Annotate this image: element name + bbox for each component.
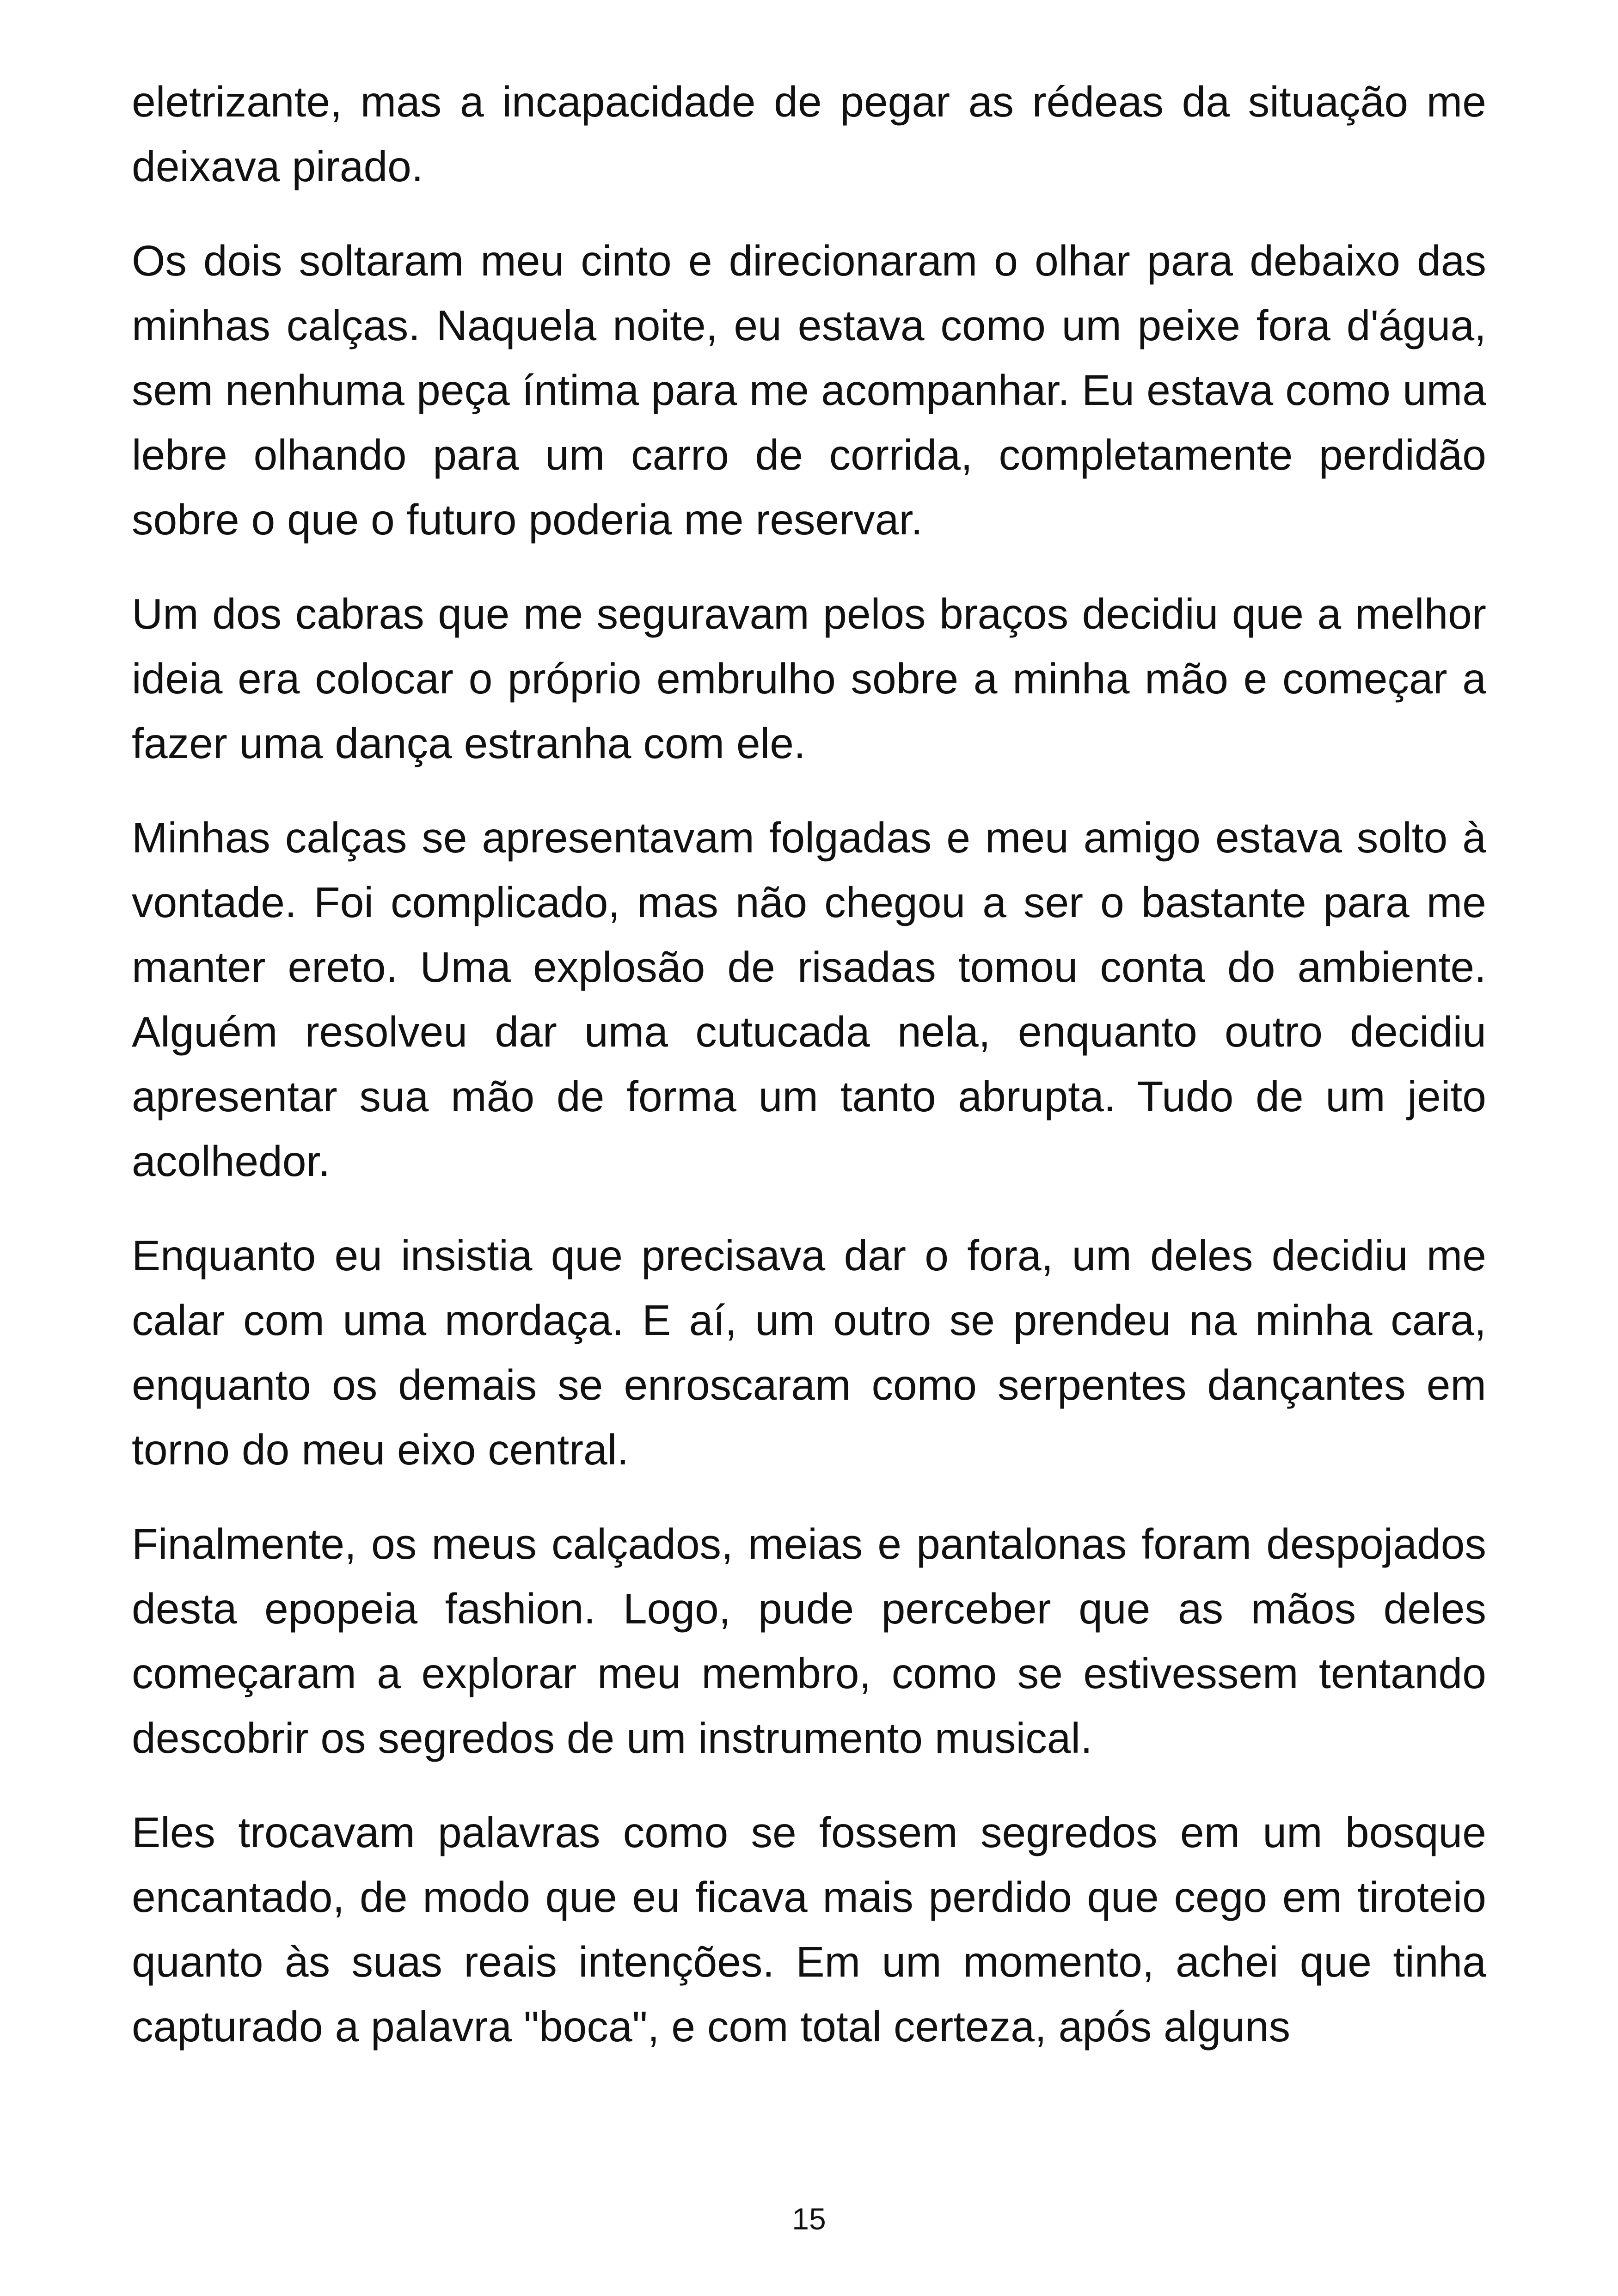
- paragraph-5: Enquanto eu insistia que precisava dar o fora, um deles decidiu me calar com uma mordaça. E aí, um outro se prendeu na minha cara, enquanto os demais se enroscaram como serpentes dançantes em torno do meu eixo central.: [132, 1231, 1486, 1474]
- paragraph-7: Eles trocavam palavras como se fossem segredos em um bosque encantado, de modo que eu ficava mais perdido que cego em tiroteio quanto às suas reais intenções. Em um momento, achei que tinha capturado a palavra "boca", e com total certeza, após alguns: [132, 1808, 1486, 2051]
- paragraph-6: Finalmente, os meus calçados, meias e pantalonas foram despojados desta epopeia fashion. Logo, pude perceber que as mãos deles começaram a explorar meu membro, como se estivessem tentando descobrir os segredos de um instrumento musical.: [132, 1520, 1486, 1762]
- paragraph-1: eletrizante, mas a incapacidade de pegar as rédeas da situação me deixava pirado.: [132, 78, 1486, 190]
- paragraph-4: Minhas calças se apresentavam folgadas e meu amigo estava solto à vontade. Foi complicado, mas não chegou a ser o bastante para me manter ereto. Uma explosão de risadas tomou conta do ambiente. Alguém resolveu dar uma cutucada nela, enquanto outro decidiu apresentar sua mão de forma um tanto abrupta. Tudo de um jeito acolhedor.: [132, 814, 1486, 1185]
- paragraph-2: Os dois soltaram meu cinto e direcionaram o olhar para debaixo das minhas calças. Naquela noite, eu estava como um peixe fora d'água, sem nenhuma peça íntima para me acompanhar. Eu estava como uma lebre olhando para um carro de corrida, completamente perdidão sobre o que o futuro poderia me reservar.: [132, 237, 1486, 544]
- page-body: [132, 69, 1486, 2088]
- paragraph-3: Um dos cabras que me seguravam pelos braços decidiu que a melhor ideia era colocar o próprio embrulho sobre a minha mão e começar a fazer uma dança estranha com ele.: [132, 590, 1486, 767]
- page-number: 15: [792, 2202, 826, 2236]
